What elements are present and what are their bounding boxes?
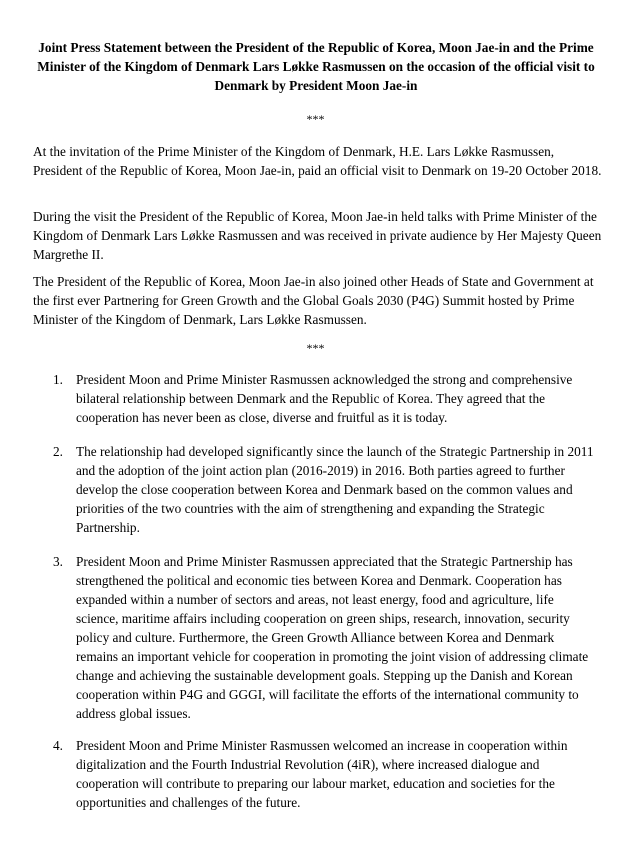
list-item-text: President Moon and Prime Minister Rasmussen appreciated that the Strategic Partnership has strengthened the political and economic ties between Korea and Denmark. Cooperation has expanded within a number of sectors and areas, not least energy, food and agriculture, life science, maritime affairs including cooperation on green ships, research, innovation, security policy and culture. Furthermore, the Green Growth Alliance between Korea and Denmark remains an important vehicle for cooperation in promoting the joint vision of addressing climate change and achieving the sustainable development goals. Stepping up the Danish and Korean cooperation within P4G and GGGI, will facilitate the efforts of the international community to address global issues. [76,554,589,721]
paragraph-talks: During the visit the President of the Republic of Korea, Moon Jae-in held talks with Prime Minister of the Kingdom of Denmark Lars Løkke Rasmussen and was received in private audience by Her Majesty Queen Margrethe II. [33,209,602,262]
list-item-number: 1. [53,372,63,387]
list-item-number: 4. [53,738,63,753]
separator-bottom: *** [306,341,325,355]
list-item-text: President Moon and Prime Minister Rasmussen acknowledged the strong and comprehensive bilateral relationship between Denmark and the Republic of Korea. They agreed that the cooperation has never been as close, diverse and fruitful as it is today. [76,372,573,425]
list-item-text: The relationship had developed significantly since the launch of the Strategic Partnership in 2011 and the adoption of the joint action plan (2016-2019) in 2016. Both parties agreed to further develop the close cooperation between Korea and Denmark based on the common values and priorities of the two countries with the aim of strengthening and expanding the Strategic Partnership. [76,444,594,535]
paragraph-p4g: The President of the Republic of Korea, Moon Jae-in also joined other Heads of State and Government at the first ever Partnering for Green Growth and the Global Goals 2030 (P4G) Summit hosted by Prime Minister of the Kingdom of Denmark, Lars Løkke Rasmussen. [33,274,594,327]
separator-top: *** [306,112,325,126]
list-item-text: President Moon and Prime Minister Rasmussen welcomed an increase in cooperation within digitalization and the Fourth Industrial Revolution (4iR), where increased dialogue and cooperation will contribute to preparing our labour market, education and societies for the opportunities and challenges of the future. [76,738,568,810]
document-title: Joint Press Statement between the President of the Republic of Korea, Moon Jae-in and the Prime Minister of the Kingdom of Denmark Lars Løkke Rasmussen on the occasion of the official visit to Denmark by President Moon Jae-in [37,40,595,93]
list-item-number: 2. [53,444,63,459]
paragraph-invitation: At the invitation of the Prime Minister of the Kingdom of Denmark, H.E. Lars Løkke Rasmussen, President of the Republic of Korea, Moon Jae-in, paid an official visit to Denmark on 19-20 October 2018. [33,144,602,178]
list-item-number: 3. [53,554,63,569]
